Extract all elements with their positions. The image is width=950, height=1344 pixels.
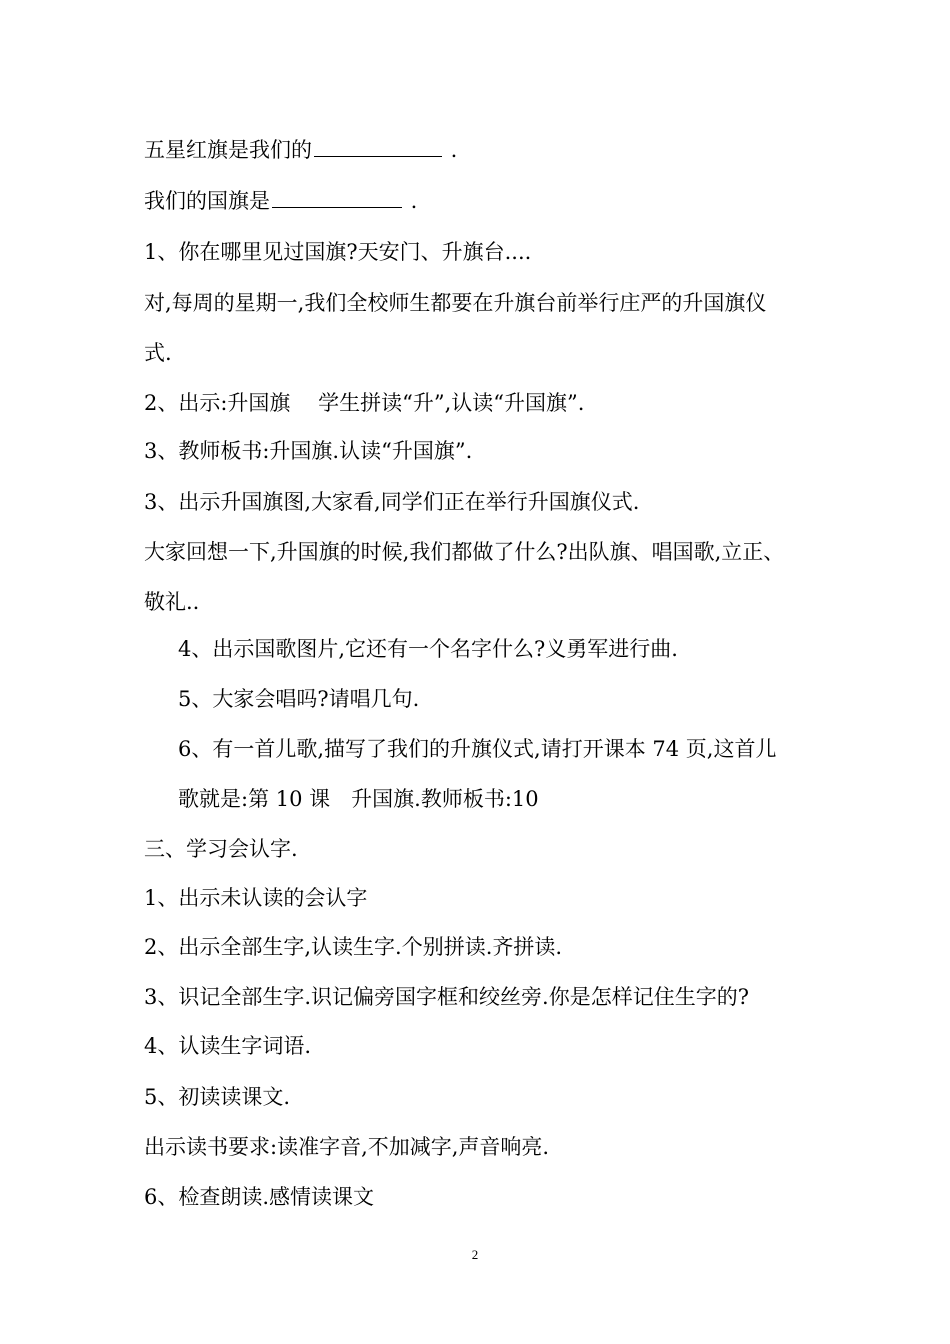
paragraph-line: 歌就是:第 10 课 升国旗.教师板书:10	[178, 787, 539, 811]
paragraph-line: 6、有一首儿歌,描写了我们的升旗仪式,请打开课本 74 页,这首儿	[178, 737, 777, 761]
paragraph-line: 3、教师板书:升国旗.认读“升国旗”.	[144, 439, 473, 463]
paragraph-line: 敬礼..	[144, 590, 200, 614]
answer-blank	[314, 136, 442, 157]
paragraph-line: 3、识记全部生字.识记偏旁国字框和绞丝旁.你是怎样记住生字的?	[144, 985, 749, 1009]
paragraph-line: 4、认读生字词语.	[144, 1034, 312, 1058]
paragraph-line: 2、出示:升国旗 学生拼读“升”,认读“升国旗”.	[144, 391, 585, 415]
fill-blank-suffix: .	[444, 138, 458, 162]
paragraph-line: 1、出示未认读的会认字	[144, 886, 368, 910]
paragraph-line: 式.	[144, 341, 172, 365]
fill-blank-line-1	[144, 135, 457, 165]
paragraph-line: 5、大家会唱吗?请唱几句.	[178, 687, 420, 711]
paragraph-line: 1、你在哪里见过国旗?天安门、升旗台....	[144, 240, 532, 264]
paragraph-line: 出示读书要求:读准字音,不加减字,声音响亮.	[144, 1135, 550, 1159]
paragraph-line: 6、检查朗读.感情读课文	[144, 1185, 375, 1209]
fill-blank-suffix: .	[404, 189, 418, 213]
page-number: 2	[471, 1247, 479, 1262]
paragraph-line: 5、初读读课文.	[144, 1085, 291, 1109]
fill-blank-prefix: 我们的国旗是	[144, 189, 270, 213]
paragraph-line: 对,每周的星期一,我们全校师生都要在升旗台前举行庄严的升国旗仪	[144, 291, 767, 315]
fill-blank-line-2	[144, 186, 417, 216]
paragraph-line: 大家回想一下,升国旗的时候,我们都做了什么?出队旗、唱国歌,立正、	[144, 540, 785, 564]
paragraph-line: 4、出示国歌图片,它还有一个名字什么?义勇军进行曲.	[178, 637, 678, 661]
paragraph-line: 3、出示升国旗图,大家看,同学们正在举行升国旗仪式.	[144, 490, 640, 514]
paragraph-line: 2、出示全部生字,认读生字.个别拼读.齐拼读.	[144, 935, 563, 959]
answer-blank	[272, 187, 402, 208]
section-heading: 三、学习会认字.	[144, 837, 298, 861]
fill-blank-prefix: 五星红旗是我们的	[144, 138, 312, 162]
